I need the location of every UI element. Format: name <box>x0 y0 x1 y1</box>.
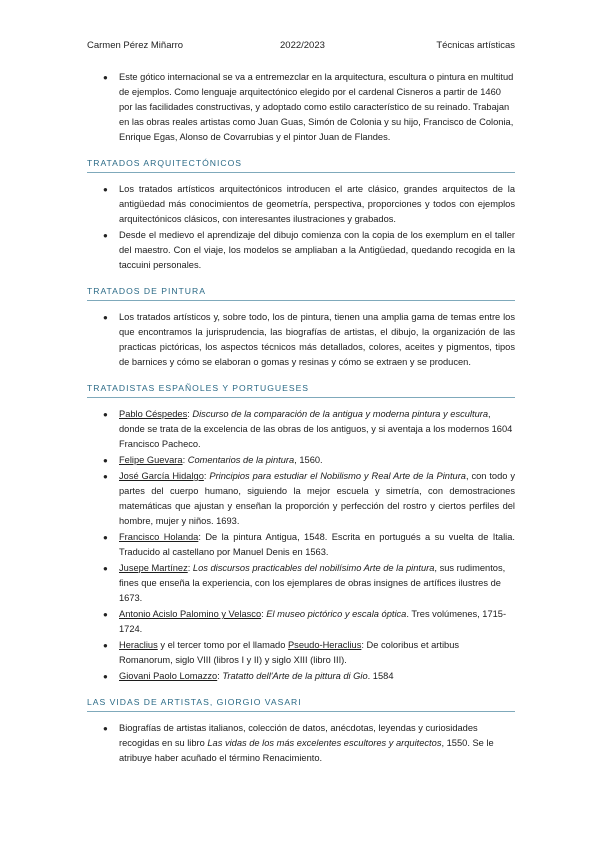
document-body <box>87 70 515 767</box>
work-details: , 1548. Escrita en portugués a su vuelta de Italia. Traducido al castellano por Manuel Denis en 1563. <box>119 532 515 557</box>
separator: : <box>187 409 193 419</box>
author-name: Pablo Céspedes <box>119 409 188 419</box>
bullet-icon: ● <box>103 313 108 322</box>
bullet-icon: ● <box>103 610 108 619</box>
header-author: Carmen Pérez Miñarro <box>87 40 184 51</box>
list-item <box>87 638 515 668</box>
section-list <box>87 721 515 766</box>
work-details: , con todo y partes del cuerpo humano, siguiendo la mejor escuela y simetría, con demostraciones matemáticas que ajustan y enseñan la proporción y perfección del rostro y ciertos perfiles del hombre, mujer y niños. 1693. <box>119 471 515 526</box>
header-year: 2022/2023 <box>280 40 325 51</box>
work-title: Comentarios de la pintura <box>187 455 295 465</box>
work-details: , 1550. Se le atribuye haber acuñado el término Renacimiento. <box>119 738 494 763</box>
connector-text: y el tercer tomo por el llamado <box>157 640 288 650</box>
list-item <box>87 228 515 273</box>
separator: : <box>198 532 206 542</box>
work-title: Tratatto dell'Arte de la pittura di Gio <box>222 671 368 681</box>
section-list <box>87 310 515 370</box>
work-title: Principios para estudiar el Nobilismo y Real Arte de la Pintura <box>209 471 466 481</box>
header-subject: Técnicas artísticas <box>436 40 515 51</box>
separator: : <box>203 471 210 481</box>
bullet-icon: ● <box>103 564 108 573</box>
list-item <box>87 530 515 560</box>
bullet-icon: ● <box>103 410 108 419</box>
list-item <box>87 721 515 766</box>
page-header <box>87 40 515 54</box>
section-heading: TRATADOS ARQUITECTÓNICOS <box>87 156 515 173</box>
list-item <box>87 469 515 529</box>
section-heading: TRATADISTAS ESPAÑOLES Y PORTUGUESES <box>87 381 515 398</box>
section-heading: LAS VIDAS DE ARTISTAS, GIORGIO VASARI <box>87 695 515 712</box>
work-title: El museo pictórico y escala óptica <box>266 609 407 619</box>
section-list <box>87 407 515 684</box>
section-tratados-pintura <box>87 284 515 370</box>
list-item-text: Desde el medievo el aprendizaje del dibujo comienza con la copia de los exemplum en el taller del maestro. Con el viaje, los modelos se ampliaban a la Antigüedad, quedando recogida en la taccuini personales. <box>119 230 515 270</box>
bullet-icon: ● <box>103 456 108 465</box>
author-name: José García Hidalgo <box>119 471 204 481</box>
list-item <box>87 310 515 370</box>
bullet-icon: ● <box>103 73 108 82</box>
work-details: . 1584 <box>367 671 394 681</box>
list-item <box>87 669 515 684</box>
bullet-icon: ● <box>103 533 108 542</box>
separator: : <box>182 455 188 465</box>
separator: : <box>361 640 367 650</box>
work-details: . Tres volúmenes, 1715-1724. <box>119 609 507 634</box>
work-title: Discurso de la comparación de la antigua y moderna pintura y escultura <box>192 409 489 419</box>
author-name: Antonio Acislo Palomino y Velasco <box>119 609 262 619</box>
list-item <box>87 70 515 145</box>
author-name-2: Pseudo-Heraclius <box>287 640 362 650</box>
bullet-icon: ● <box>103 724 108 733</box>
section-tratados-arquitectonicos <box>87 156 515 273</box>
work-details: , 1560. <box>294 455 323 465</box>
work-details: , sus rudimentos, fines que enseña la experiencia, con los ejemplares de obras insignes de artífices ilustres de 1673. <box>119 563 506 603</box>
work-details: , donde se trata de la excelencia de las obras de los antiguos, y si aventaja a los modernos 1604 Francisco Pacheco. <box>119 409 513 449</box>
author-name: Francisco Holanda <box>119 532 199 542</box>
list-item <box>87 182 515 227</box>
list-item <box>87 561 515 606</box>
work-title: Las vidas de los más excelentes escultores y arquitectos <box>207 738 442 748</box>
section-heading: TRATADOS DE PINTURA <box>87 284 515 301</box>
separator: : <box>187 563 193 573</box>
author-name: Heraclius <box>119 640 158 650</box>
list-item-text: Biografías de artistas italianos, colección de datos, anécdotas, leyendas y curiosidades recogidas en su libro <box>119 723 478 748</box>
list-item-text: Los tratados artísticos y, sobre todo, los de pintura, tienen una amplia gama de temas entre los que encontramos la jurisprudencia, las biografías de artistas, el dibujo, la organización de las practicas pictóricas, los aspectos técnicos más detallados, colores, aceites y pigmentos, tipos de barnices y cómo se elaboran o gomas y resinas y cómo se extraen y se producen. <box>119 312 515 367</box>
author-name: Felipe Guevara <box>119 455 183 465</box>
list-item <box>87 453 515 468</box>
bullet-icon: ● <box>103 672 108 681</box>
list-item-text: Los tratados artísticos arquitectónicos introducen el arte clásico, grandes arquitectos de la antigüedad más conocimientos de geometría, perspectiva, proporciones y todos con ejemplos arquitectónicos clásicos, con interesantes ilustraciones y grabados. <box>119 184 515 224</box>
separator: : <box>261 609 267 619</box>
author-name: Jusepe Martínez <box>119 563 188 573</box>
work-title: De coloribus et artibus Romanorum <box>119 640 460 665</box>
work-title: Los discursos practicables del nobilísimo Arte de la pintura <box>192 563 435 573</box>
intro-paragraph: Este gótico internacional se va a entremezclar en la arquitectura, escultura o pintura en multitud de ejemplos. Como lenguaje arquitectónico elegido por el cardenal Cisneros a partir de 1460 por las facilidades constructivas, y adoptado como estilo característico de su reinado. Trabajan en las obras reales artistas como Juan Guas, Simón de Colonia y su hijo, Francisco de Colonia, Enrique Egas, Alonso de Covarrubias y el pintor Juan de Flandes. <box>119 72 514 142</box>
bullet-icon: ● <box>103 472 108 481</box>
work-details: , siglo VIII (libros I y II) y siglo XIII (libro III). <box>170 655 347 665</box>
section-tratadistas <box>87 381 515 684</box>
author-name: Giovani Paolo Lomazzo <box>119 671 218 681</box>
section-list <box>87 182 515 273</box>
separator: : <box>217 671 223 681</box>
bullet-icon: ● <box>103 231 108 240</box>
bullet-icon: ● <box>103 641 108 650</box>
work-title: De la pintura Antigua <box>205 532 298 542</box>
list-item <box>87 607 515 637</box>
section-vasari <box>87 695 515 766</box>
bullet-icon: ● <box>103 185 108 194</box>
intro-list <box>87 70 515 145</box>
list-item <box>87 407 515 452</box>
